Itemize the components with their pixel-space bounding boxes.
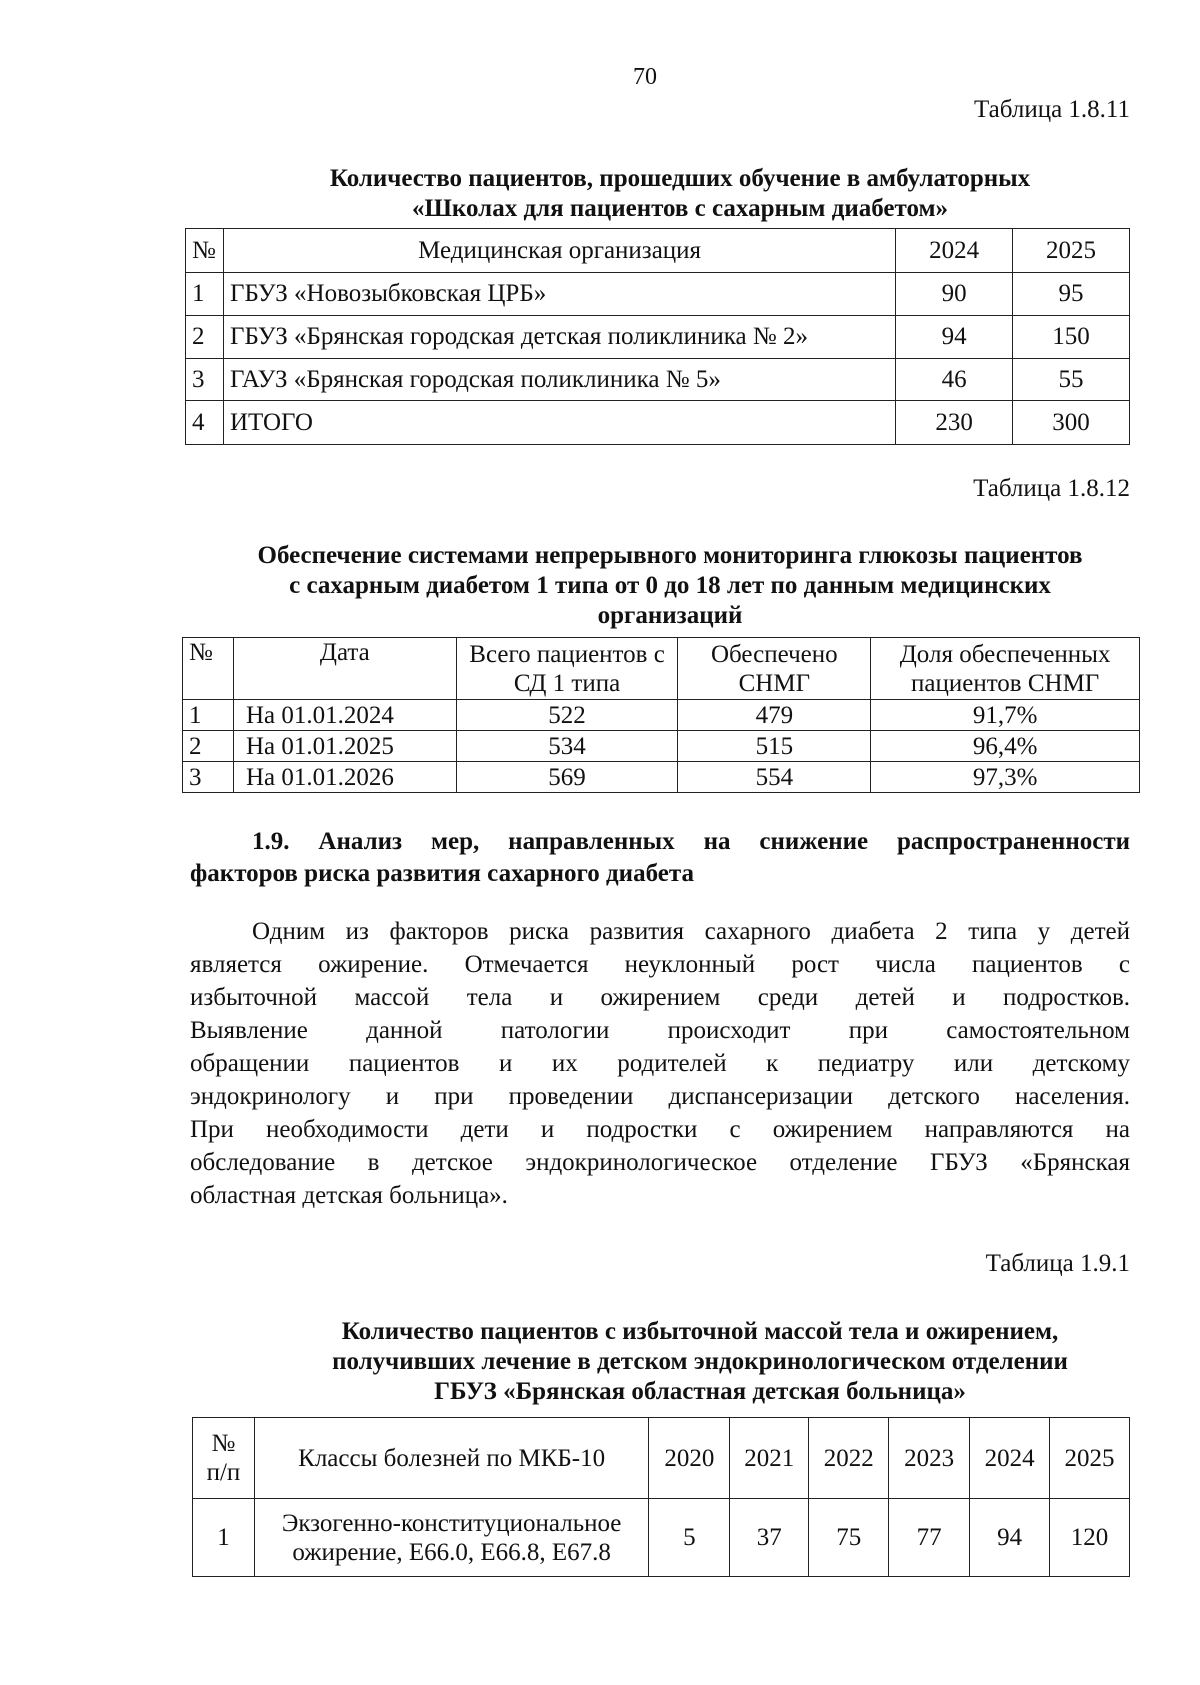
table-row: [183, 700, 1140, 731]
header-total-patients: [456, 638, 678, 700]
header-year-2024: 2024: [896, 229, 1013, 273]
table-title-line: ГБУЗ «Брянская областная детская больница»: [434, 1378, 966, 1405]
header-provided-cgm: [678, 638, 871, 700]
cell-number: 1: [193, 1499, 255, 1577]
header-line: Обеспечено: [710, 640, 838, 668]
cell-number: 3: [183, 762, 234, 793]
cell-total: 569: [456, 762, 678, 793]
cell-date: На 01.01.2024: [233, 700, 456, 731]
table-caption-1-8-11: Таблица 1.8.11: [974, 96, 1130, 123]
cell-line: Экзогенно-конституциональное: [281, 1509, 622, 1537]
cell-share: 91,7%: [871, 700, 1140, 731]
cell-number: 1: [186, 273, 224, 316]
cell-value-2024: 94: [970, 1499, 1050, 1577]
paragraph-line: Одним из факторов риска развития сахарного диабета 2 типа у детей: [252, 918, 1130, 945]
page-number: 70: [633, 64, 657, 90]
header-line: Всего пациентов с: [469, 640, 665, 668]
cell-value-2025: 120: [1050, 1499, 1130, 1577]
cell-value-2024: 94: [896, 316, 1013, 359]
cell-date: На 01.01.2025: [233, 731, 456, 762]
paragraph-line: обследование в детское эндокринологическое отделение ГБУЗ «Брянская: [190, 1149, 1130, 1176]
section-heading-line: факторов риска развития сахарного диабета: [190, 860, 694, 887]
cell-provided: 515: [678, 731, 871, 762]
paragraph-line: является ожирение. Отмечается неуклонный рост числа пациентов с: [190, 951, 1130, 978]
table-row: [183, 762, 1140, 793]
header-date: Дата: [233, 638, 456, 700]
cell-line: ожирение, Е66.0, Е66.8, Е67.8: [292, 1538, 611, 1566]
table-row: [193, 1499, 1130, 1577]
header-year-2022: 2022: [809, 1418, 889, 1499]
table-row: [186, 273, 1130, 316]
cell-total: 522: [456, 700, 678, 731]
cell-value-2021: 37: [730, 1499, 809, 1577]
table-row-total: [186, 401, 1130, 445]
section-heading-line: 1.9. Анализ мер, направленных на снижение распространенности: [252, 828, 1130, 855]
header-line: №: [211, 1430, 236, 1457]
cell-share: 96,4%: [871, 731, 1140, 762]
cell-number: 2: [186, 316, 224, 359]
paragraph-line: Выявление данной патологии происходит при самостоятельном: [190, 1017, 1130, 1044]
cell-value-2025: 55: [1013, 359, 1130, 401]
header-share-provided: [871, 638, 1140, 700]
header-number: №: [183, 638, 234, 700]
paragraph-line: обращении пациентов и их родителей к педиатру или детскому: [190, 1050, 1130, 1077]
paragraph-line: избыточной массой тела и ожирением среди детей и подростков.: [190, 984, 1130, 1011]
header-disease-class: Классы болезней по МКБ-10: [254, 1418, 648, 1499]
header-year-2024: 2024: [970, 1418, 1050, 1499]
header-year-2020: 2020: [649, 1418, 730, 1499]
cell-value-2020: 5: [649, 1499, 730, 1577]
table-row: [186, 359, 1130, 401]
table-title-line: организаций: [597, 602, 743, 629]
table-title-1-8-12: [170, 541, 1170, 631]
paragraph-line: При необходимости дети и подростки с ожирением направляются на: [190, 1116, 1130, 1143]
table-title-line: «Школах для пациентов с сахарным диабетом»: [411, 195, 949, 222]
table-row: [186, 316, 1130, 359]
table-title-line: Количество пациентов с избыточной массой тела и ожирением,: [341, 1318, 1059, 1345]
section-heading-1-9: [190, 826, 1130, 890]
cell-number: 1: [183, 700, 234, 731]
table-header-row: [193, 1418, 1130, 1499]
header-organization: Медицинская организация: [223, 229, 895, 273]
cell-share: 97,3%: [871, 762, 1140, 793]
header-line: п/п: [206, 1459, 241, 1486]
cell-date: На 01.01.2026: [233, 762, 456, 793]
cell-value-2025: 150: [1013, 316, 1130, 359]
header-year-2025: 2025: [1050, 1418, 1130, 1499]
cell-organization: ГБУЗ «Брянская городская детская поликлиника № 2»: [223, 316, 895, 359]
section-paragraph: [190, 915, 1130, 1212]
table-title-line: получивших лечение в детском эндокринологическом отделении: [332, 1348, 1068, 1375]
paragraph-line: эндокринологу и при проведении диспансеризации детского населения.: [190, 1083, 1130, 1110]
cell-organization: ГБУЗ «Новозыбковская ЦРБ»: [223, 273, 895, 316]
table-caption-1-9-1: Таблица 1.9.1: [985, 1250, 1130, 1277]
header-line: Доля обеспеченных: [899, 640, 1111, 668]
table-title-1-8-11: [180, 164, 1180, 224]
cell-value-2024: 90: [896, 273, 1013, 316]
cell-number: 2: [183, 731, 234, 762]
table-row: [183, 731, 1140, 762]
table-header-row: [183, 638, 1140, 700]
cell-value-2024: 230: [896, 401, 1013, 445]
header-number: [193, 1418, 255, 1499]
cell-provided: 554: [678, 762, 871, 793]
cell-number: 4: [186, 401, 224, 445]
table-caption-1-8-12: Таблица 1.8.12: [973, 475, 1130, 502]
table-1-8-12: [182, 637, 1140, 793]
header-line: СД 1 типа: [513, 669, 621, 697]
header-year-2021: 2021: [730, 1418, 809, 1499]
table-title-line: Количество пациентов, прошедших обучение в амбулаторных: [329, 165, 1031, 192]
cell-number: 3: [186, 359, 224, 401]
cell-disease-class: [254, 1499, 648, 1577]
table-header-row: [186, 229, 1130, 273]
cell-value-2025: 95: [1013, 273, 1130, 316]
header-year-2025: 2025: [1013, 229, 1130, 273]
table-1-9-1: [192, 1417, 1130, 1577]
cell-organization: ИТОГО: [223, 401, 895, 445]
cell-provided: 479: [678, 700, 871, 731]
table-title-1-9-1: [200, 1317, 1200, 1407]
cell-total: 534: [456, 731, 678, 762]
header-line: пациентов СНМГ: [910, 669, 1100, 697]
table-title-line: Обеспечение системами непрерывного мониторинга глюкозы пациентов: [257, 542, 1083, 569]
header-number: №: [186, 229, 224, 273]
header-line: СНМГ: [738, 669, 811, 697]
paragraph-line: областная детская больница».: [190, 1182, 508, 1209]
cell-value-2022: 75: [809, 1499, 889, 1577]
table-title-line: с сахарным диабетом 1 типа от 0 до 18 лет по данным медицинских: [289, 572, 1051, 599]
header-year-2023: 2023: [889, 1418, 970, 1499]
table-1-8-11: [185, 228, 1130, 445]
cell-value-2024: 46: [896, 359, 1013, 401]
cell-value-2025: 300: [1013, 401, 1130, 445]
cell-value-2023: 77: [889, 1499, 970, 1577]
cell-organization: ГАУЗ «Брянская городская поликлиника № 5»: [223, 359, 895, 401]
